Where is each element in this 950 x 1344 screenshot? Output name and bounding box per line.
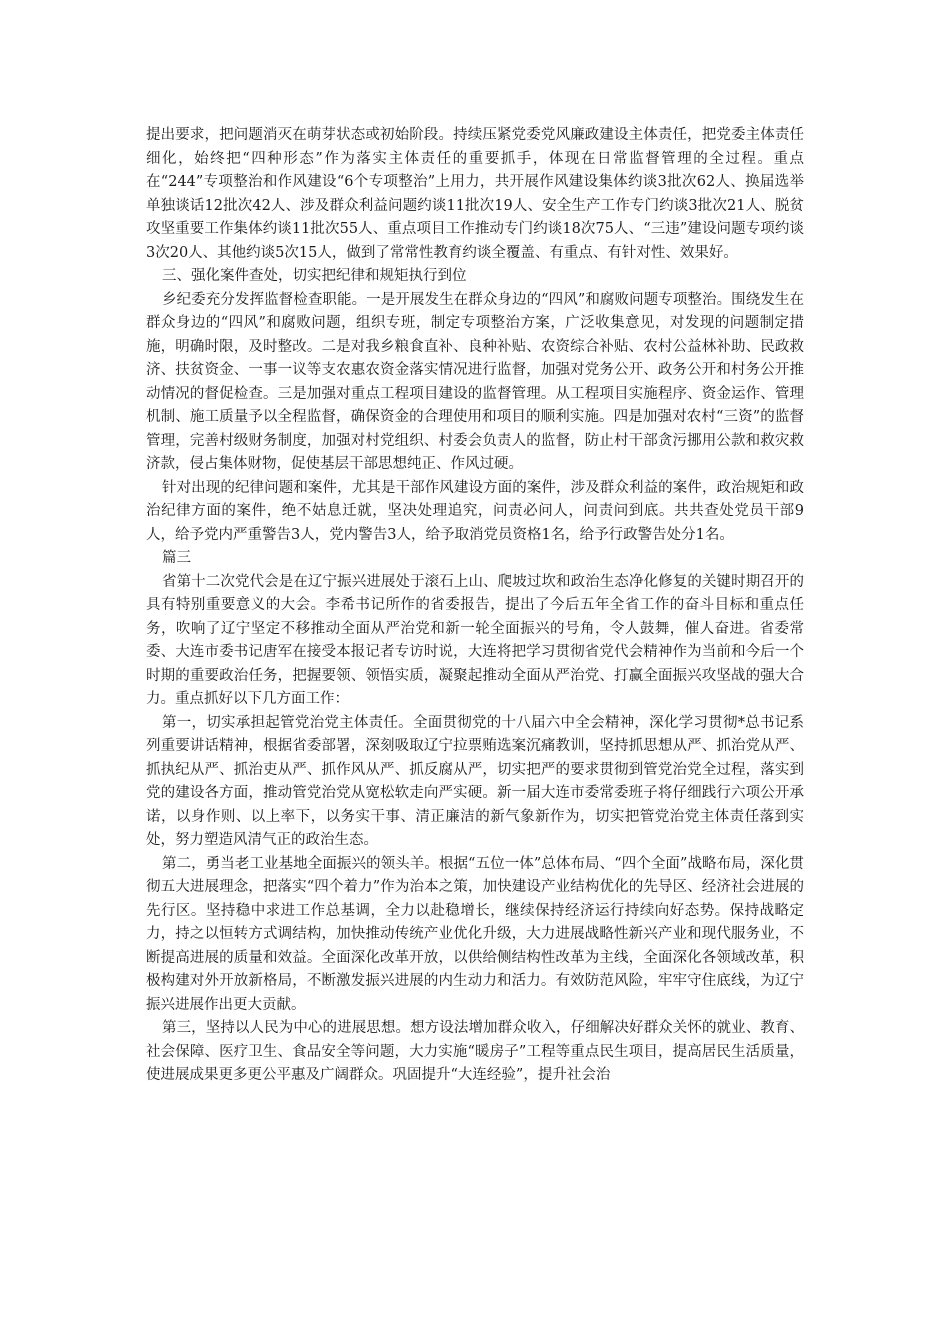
paragraph-point-three: 第三，坚持以人民为中心的进展思想。想方设法增加群众收入，仔细解决好群众关怀的就业、教育、社会保障、医疗卫生、食品安全等问题，大力实施“暖房子”工程等重点民生项目，提高居民生活质量，使进展成果更多更公平惠及广阔群众。巩固提升“大连经验”，提升社会治 xyxy=(146,1020,804,1083)
paragraph-supervision-talks: 提出要求，把问题消灭在萌芽状态或初始阶段。持续压紧党委党风廉政建设主体责任，把党委主体责任细化，始终把“四种形态”作为落实主体责任的重要抓手，体现在日常监督管理的全过程。重点在“244”专项整治和作风建设“6个专项整治”上用力，共开展作风建设集体约谈3批次62人、换届选举单独谈话12批次42人、涉及群众利益问题约谈11批次19人、安全生产工作专门约谈3批次21人、脱贫攻坚重要工作集体约谈11批次55人、重点项目工作推动专门约谈18次75人、“三违”建设问题专项约谈3次20人、其他约谈5次15人，做到了常常性教育约谈全覆盖、有重点、有针对性、效果好。 xyxy=(146,127,804,261)
section-heading-part-three: 篇三 xyxy=(162,550,191,566)
document-page xyxy=(146,124,804,1088)
section-heading-case-handling: 三、强化案件查处，切实把纪律和规矩执行到位 xyxy=(162,268,467,284)
paragraph-supervision-duties: 乡纪委充分发挥监督检查职能。一是开展发生在群众身边的“四风”和腐败问题专项整治。围绕发生在群众身边的“四风”和腐败问题，组织专班，制定专项整治方案，广泛收集意见，对发现的问题制定措施，明确时限，及时整改。二是对我乡粮食直补、良种补贴、农资综合补贴、农村公益林补助、民政救济、扶贫资金、一事一议等支农惠农资金落实情况进行监督，加强对党务公开、政务公开和村务公开推动情况的督促检查。三是加强对重点工程项目建设的监督管理。从工程项目实施程序、资金运作、管理机制、施工质量予以全程监督，确保资金的合理使用和项目的顺利实施。四是加强对农村“三资”的监督管理，完善村级财务制度，加强对村党组织、村委会负责人的监督，防止村干部贪污挪用公款和救灾救济款，侵占集体财物，促使基层干部思想纯正、作风过硬。 xyxy=(146,291,804,472)
paragraph-point-one: 第一，切实承担起管党治党主体责任。全面贯彻党的十八届六中全会精神，深化学习贯彻*总书记系列重要讲话精神，根据省委部署，深刻吸取辽宁拉票贿选案沉痛教训，坚持抓思想从严、抓治党从严、抓执纪从严、抓治吏从严、抓作风从严、抓反腐从严，切实把严的要求贯彻到管党治党全过程，落实到党的建设各方面，推动管党治党从宽松软走向严实硬。新一届大连市委常委班子将仔细践行六项公开承诺，以身作则、以上率下，以务实干事、清正廉洁的新气象新作为，切实把管党治党主体责任落到实处，努力塑造风清气正的政治生态。 xyxy=(146,714,804,848)
paragraph-party-congress: 省第十二次党代会是在辽宁振兴进展处于滚石上山、爬坡过坎和政治生态净化修复的关键时期召开的具有特别重要意义的大会。李希书记所作的省委报告，提出了今后五年全省工作的奋斗目标和重点任务，吹响了辽宁坚定不移推动全面从严治党和新一轮全面振兴的号角，令人鼓舞，催人奋进。省委常委、大连市委书记唐军在接受本报记者专访时说，大连将把学习贯彻省党代会精神作为当前和今后一个时期的重要政治任务，把握要领、领悟实质，凝聚起推动全面从严治党、打赢全面振兴攻坚战的强大合力。重点抓好以下几方面工作： xyxy=(146,573,804,707)
paragraph-discipline-cases: 针对出现的纪律问题和案件，尤其是干部作风建设方面的案件，涉及群众利益的案件，政治规矩和政治纪律方面的案件，绝不姑息迁就，坚决处理追究，问责必问人，问责问到底。共共查处党员干部9人，给予党内严重警告3人，党内警告3人，给予取消党员资格1名，给予行政警告处分1名。 xyxy=(146,479,804,543)
paragraph-point-two: 第二，勇当老工业基地全面振兴的领头羊。根据“五位一体”总体布局、“四个全面”战略布局，深化贯彻五大进展理念，把落实“四个着力”作为治本之策，加快建设产业结构优化的先导区、经济社会进展的先行区。坚持稳中求进工作总基调，全力以赴稳增长，继续保持经济运行持续向好态势。保持战略定力，持之以恒转方式调结构，加快推动传统产业优化升级，大力进展战略性新兴产业和现代服务业，不断提高进展的质量和效益。全面深化改革开放，以供给侧结构性改革为主线，全面深化各领域改革，积极构建对外开放新格局，不断激发振兴进展的内生动力和活力。有效防范风险，牢牢守住底线，为辽宁振兴进展作出更大贡献。 xyxy=(146,855,804,1013)
